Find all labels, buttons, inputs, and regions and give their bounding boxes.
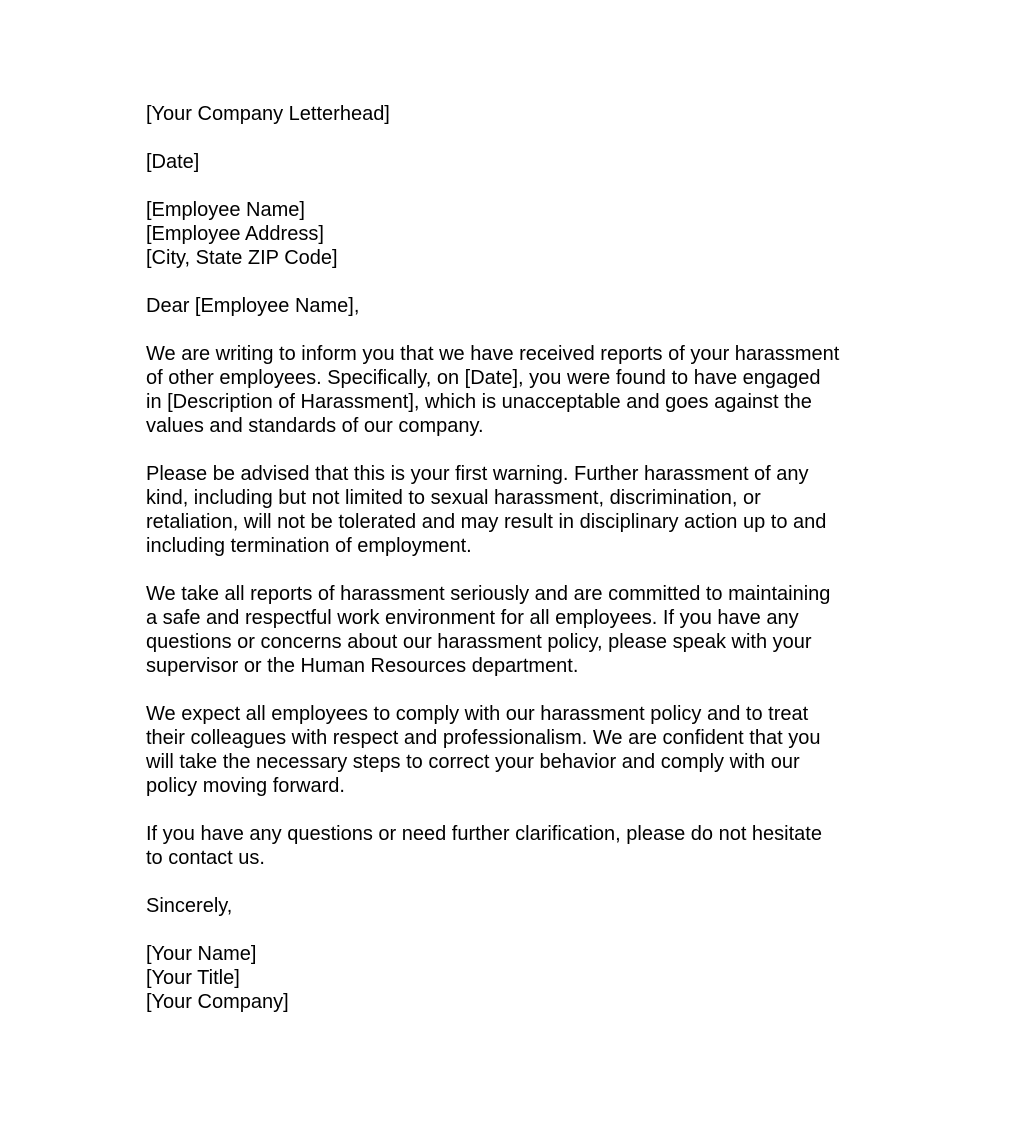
paragraph-line: policy moving forward.: [146, 775, 345, 797]
signature-title: [Your Title]: [146, 967, 240, 989]
paragraph-line: their colleagues with respect and professionalism. We are confident that you: [146, 727, 821, 749]
signature-name: [Your Name]: [146, 943, 257, 965]
paragraph-2: [146, 462, 886, 558]
paragraph-line: questions or concerns about our harassment policy, please speak with your: [146, 631, 812, 653]
paragraph-line: kind, including but not limited to sexual harassment, discrimination, or: [146, 487, 761, 509]
paragraph-4: [146, 702, 886, 798]
closing-text: Sincerely,: [146, 895, 233, 917]
paragraph-5: [146, 822, 886, 870]
letter-date: [146, 150, 886, 174]
closing: [146, 894, 886, 918]
paragraph-line: to contact us.: [146, 847, 265, 869]
paragraph-line: values and standards of our company.: [146, 415, 484, 437]
salutation-text: Dear [Employee Name],: [146, 295, 360, 317]
paragraph-3: [146, 582, 886, 678]
letterhead: [146, 102, 886, 126]
paragraph-line: supervisor or the Human Resources department.: [146, 655, 579, 677]
paragraph-line: retaliation, will not be tolerated and may result in disciplinary action up to and: [146, 511, 827, 533]
paragraph-line: We are writing to inform you that we have received reports of your harassment: [146, 343, 840, 365]
recipient-street: [Employee Address]: [146, 223, 324, 245]
paragraph-line: in [Description of Harassment], which is unacceptable and goes against the: [146, 391, 812, 413]
date-text: [Date]: [146, 151, 200, 173]
signature-block: [146, 942, 886, 1014]
paragraph-line: will take the necessary steps to correct your behavior and comply with our: [146, 751, 800, 773]
paragraph-line: of other employees. Specifically, on [Date], you were found to have engaged: [146, 367, 821, 389]
letterhead-text: [Your Company Letterhead]: [146, 103, 390, 125]
recipient-address: [146, 198, 886, 270]
recipient-name: [Employee Name]: [146, 199, 305, 221]
paragraph-line: We take all reports of harassment seriously and are committed to maintaining: [146, 583, 831, 605]
salutation: [146, 294, 886, 318]
paragraph-line: including termination of employment.: [146, 535, 472, 557]
letter-body: [146, 102, 886, 1038]
signature-company: [Your Company]: [146, 991, 289, 1013]
paragraph-line: a safe and respectful work environment for all employees. If you have any: [146, 607, 799, 629]
paragraph-line: If you have any questions or need further clarification, please do not hesitate: [146, 823, 822, 845]
paragraph-1: [146, 342, 886, 438]
paragraph-line: We expect all employees to comply with our harassment policy and to treat: [146, 703, 809, 725]
recipient-city-state-zip: [City, State ZIP Code]: [146, 247, 338, 269]
paragraph-line: Please be advised that this is your first warning. Further harassment of any: [146, 463, 809, 485]
